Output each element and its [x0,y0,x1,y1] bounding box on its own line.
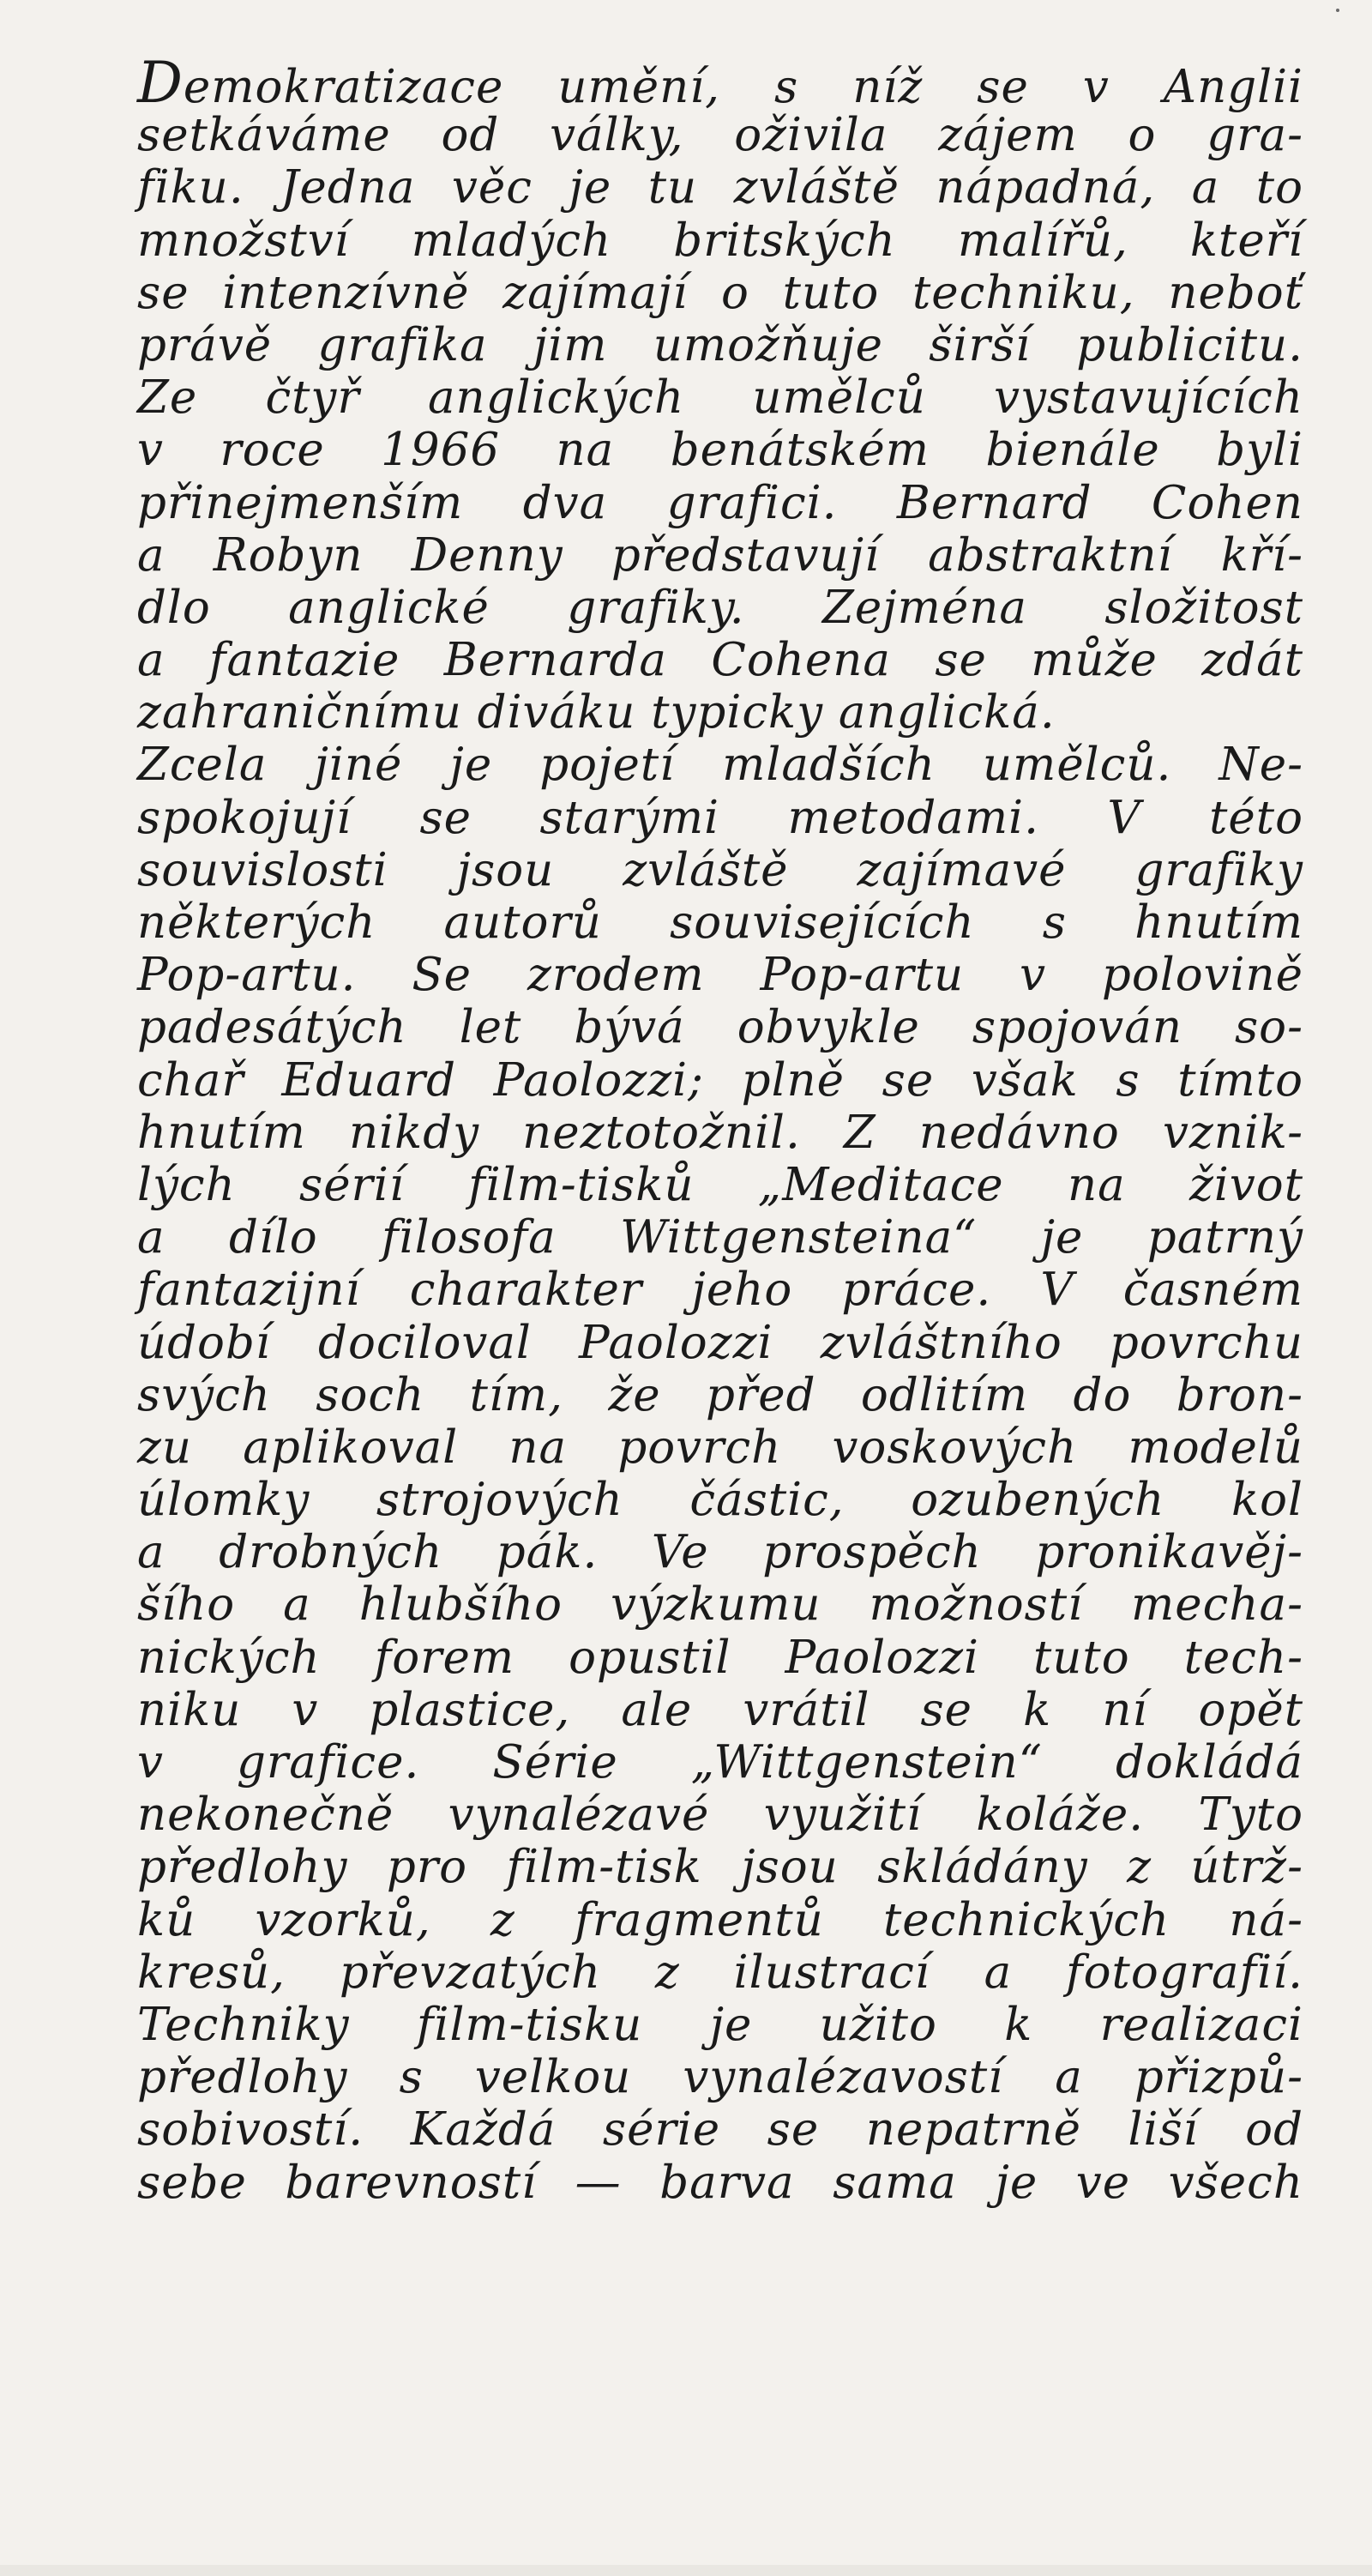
text-line: nických forem opustil Paolozzi tuto tech- [137,1631,1303,1684]
text-line: sebe barevností — barva sama je ve všech [137,2156,1303,2209]
text-line: předlohy s velkou vynalézavostí a přizpů- [137,2051,1303,2104]
text-line: některých autorů souvisejících s hnutím [137,896,1303,949]
text-line: v grafice. Série „Wittgenstein“ dokládá [137,1736,1303,1789]
text-line: šího a hlubšího výzkumu možností mecha- [137,1578,1303,1632]
initial-letter: D [137,50,184,116]
text-line: dlo anglické grafiky. Zejména složitost [137,581,1303,634]
text-line: spokojují se starými metodami. V této [137,791,1303,844]
text-line: a fantazie Bernarda Cohena se může zdát [137,634,1303,687]
page-edge [0,2565,1372,2576]
text-line: množství mladých britských malířů, kteří [137,214,1303,267]
paragraph-1 [137,50,1303,739]
text-line: a drobných pák. Ve prospěch pronikavěj- [137,1526,1303,1579]
text-line: setkáváme od války, oživila zájem o gra- [137,109,1303,162]
paragraph-2 [137,739,1303,2208]
text-line: zu aplikoval na povrch voskových modelů [137,1421,1303,1474]
text-line: zahraničnímu diváku typicky anglická. [137,686,1056,739]
text-line: údobí dociloval Paolozzi zvláštního povrchu [137,1316,1303,1369]
text-line: nekonečně vynalézavé využití koláže. Tyto [137,1789,1303,1842]
text-line: Pop-artu. Se zrodem Pop-artu v polovině [137,949,1303,1002]
text-line: v roce 1966 na benátském bienále byli [137,424,1303,477]
text-line: právě grafika jim umožňuje širší publicitu. [137,318,1303,371]
text-line: kresů, převzatých z ilustrací a fotografií. [137,1946,1303,1999]
text-line: fiku. Jedna věc je tu zvláště nápadná, a to [137,161,1303,214]
text-line: se intenzívně zajímají o tuto techniku, neboť [137,266,1303,319]
text-line: Demokratizace umění, s níž se v Anglii [137,50,1303,116]
text-line: a dílo filosofa Wittgensteina“ je patrný [137,1211,1303,1264]
text-line: přinejmenším dva grafici. Bernard Cohen [137,476,1303,529]
text-line: svých soch tím, že před odlitím do bron- [137,1368,1303,1421]
text-line: lých sérií film-tisků „Meditace na život [137,1158,1303,1211]
text-line: niku v plastice, ale vrátil se k ní opět [137,1683,1303,1736]
text-line: padesátých let bývá obvykle spojován so- [137,1001,1303,1054]
text-line: fantazijní charakter jeho práce. V časném [137,1264,1303,1317]
body-text [137,50,1303,2209]
text-line: Zcela jiné je pojetí mladších umělců. Ne- [137,739,1303,792]
text-line: ků vzorků, z fragmentů technických ná- [137,1893,1303,1946]
text-line: Ze čtyř anglických umělců vystavujících [137,371,1303,425]
text-line: předlohy pro film-tisk jsou skládány z útrž- [137,1841,1303,1894]
text-line: chař Eduard Paolozzi; plně se však s tímto [137,1053,1303,1107]
text-line: souvislosti jsou zvláště zajímavé grafiky [137,843,1303,896]
text-line: hnutím nikdy neztotožnil. Z nedávno vznik- [137,1106,1303,1159]
text-line: Techniky film-tisku je užito k realizaci [137,1998,1303,2051]
scan-speck [1336,9,1339,12]
text-line: úlomky strojových částic, ozubených kol [137,1474,1303,1527]
text-line: a Robyn Denny představují abstraktní kří- [137,528,1303,582]
text-line: sobivostí. Každá série se nepatrně liší od [137,2103,1303,2157]
